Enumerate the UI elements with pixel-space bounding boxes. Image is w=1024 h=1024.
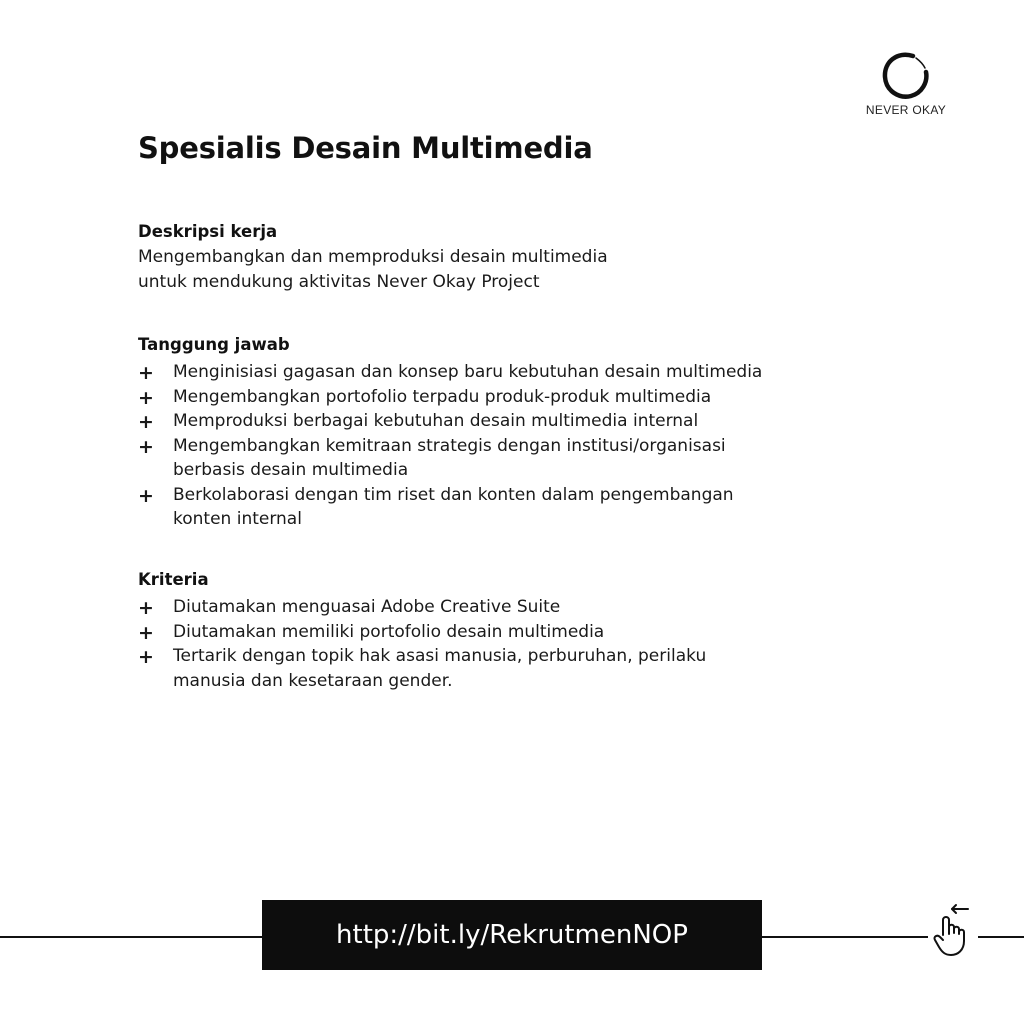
footer-divider-end xyxy=(978,936,1024,938)
plus-icon: + xyxy=(138,646,154,668)
description-line: Mengembangkan dan memproduksi desain multimedia xyxy=(138,247,608,267)
criteria-heading: Kriteria xyxy=(138,570,209,589)
list-item-line: Berkolaborasi dengan tim riset dan konten dalam pengembangan xyxy=(173,484,734,505)
footer-divider-left xyxy=(0,936,262,938)
list-item xyxy=(138,360,762,385)
list-item xyxy=(138,620,706,645)
recruitment-link[interactable]: http://bit.ly/RekrutmenNOP xyxy=(262,900,762,970)
list-item-line: konten internal xyxy=(173,509,302,529)
list-item-line: Diutamakan menguasai Adobe Creative Suite xyxy=(173,597,561,617)
description-text xyxy=(138,245,608,294)
plus-icon: + xyxy=(138,484,154,507)
footer-divider-right xyxy=(762,936,928,938)
plus-icon: + xyxy=(138,621,154,644)
plus-icon: + xyxy=(138,597,154,619)
list-item-line: Tertarik dengan topik hak asasi manusia, perburuhan, perilaku xyxy=(173,646,707,666)
list-item-line: Mengembangkan portofolio terpadu produk-produk multimedia xyxy=(173,386,712,407)
list-item xyxy=(138,644,706,693)
enso-circle-icon xyxy=(880,50,932,102)
list-item xyxy=(138,385,762,410)
swipe-hand-icon xyxy=(932,903,976,959)
list-item-line: berbasis desain multimedia xyxy=(173,460,409,480)
description-line: untuk mendukung aktivitas Never Okay Project xyxy=(138,271,540,292)
list-item-line: Mengembangkan kemitraan strategis dengan institusi/organisasi xyxy=(173,435,726,456)
list-item xyxy=(138,483,762,532)
list-item-line: Menginisiasi gagasan dan konsep baru kebutuhan desain multimedia xyxy=(173,362,763,382)
plus-icon: + xyxy=(138,362,154,384)
plus-icon: + xyxy=(138,435,154,458)
description-heading: Deskripsi kerja xyxy=(138,222,278,241)
list-item-line: Diutamakan memiliki portofolio desain multimedia xyxy=(173,621,605,642)
plus-icon: + xyxy=(138,386,154,409)
list-item xyxy=(138,434,762,483)
list-item-line: manusia dan kesetaraan gender. xyxy=(173,670,453,691)
list-item xyxy=(138,595,706,620)
list-item-line: Memproduksi berbagai kebutuhan desain multimedia internal xyxy=(173,411,699,431)
criteria-list xyxy=(138,595,706,693)
plus-icon: + xyxy=(138,411,154,433)
list-item xyxy=(138,409,762,434)
responsibilities-list xyxy=(138,360,762,532)
responsibilities-heading: Tanggung jawab xyxy=(138,335,290,354)
brand-name: NEVER OKAY xyxy=(865,103,947,117)
page-title: Spesialis Desain Multimedia xyxy=(138,131,593,165)
brand-logo xyxy=(858,50,954,117)
